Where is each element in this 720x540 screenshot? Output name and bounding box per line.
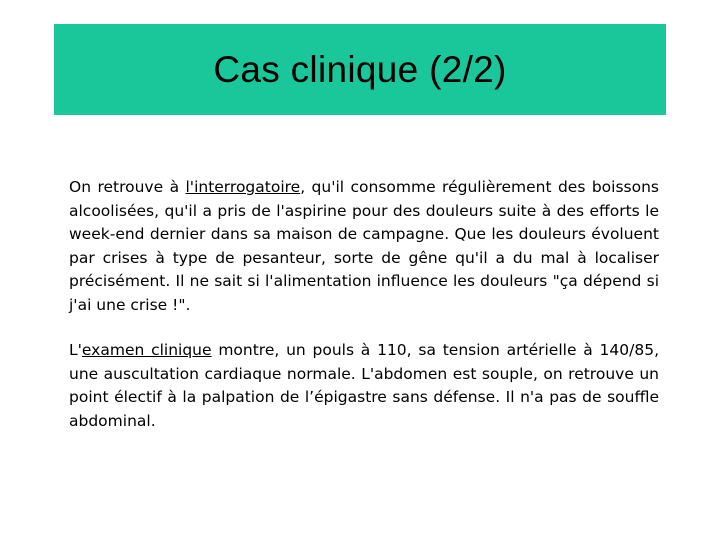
paragraph-lead: L': [69, 341, 82, 359]
slide-body: [69, 176, 659, 433]
paragraph-text: , qu'il consomme régulièrement des boissons alcoolisées, qu'il a pris de l'aspirine pour des douleurs suite à des efforts le week-end dernier dans sa maison de campagne. Que les douleurs évoluent par crises à type de pesanteur, sorte de gêne qu'il a du mal à localiser précisément. Il ne sait si l'alimentation influence les douleurs "ça dépend si j'ai une crise !".: [69, 178, 659, 314]
paragraph-text: montre, un pouls à 110, sa tension artérielle à 140/85, une auscultation cardiaque normale. L'abdomen est souple, on retrouve un point électif à la palpation de l’épigastre sans défense. Il n'a pas de souffle abdominal.: [69, 341, 659, 430]
keyword-interrogatoire: l'interrogatoire: [185, 178, 301, 196]
paragraph-interrogatoire: [69, 176, 659, 317]
paragraph-lead: On retrouve à: [69, 178, 186, 196]
title-banner: [54, 24, 666, 115]
slide-title: Cas clinique (2/2): [213, 48, 507, 90]
paragraph-examen-clinique: [69, 339, 659, 433]
keyword-examen-clinique: examen clinique: [81, 341, 212, 359]
